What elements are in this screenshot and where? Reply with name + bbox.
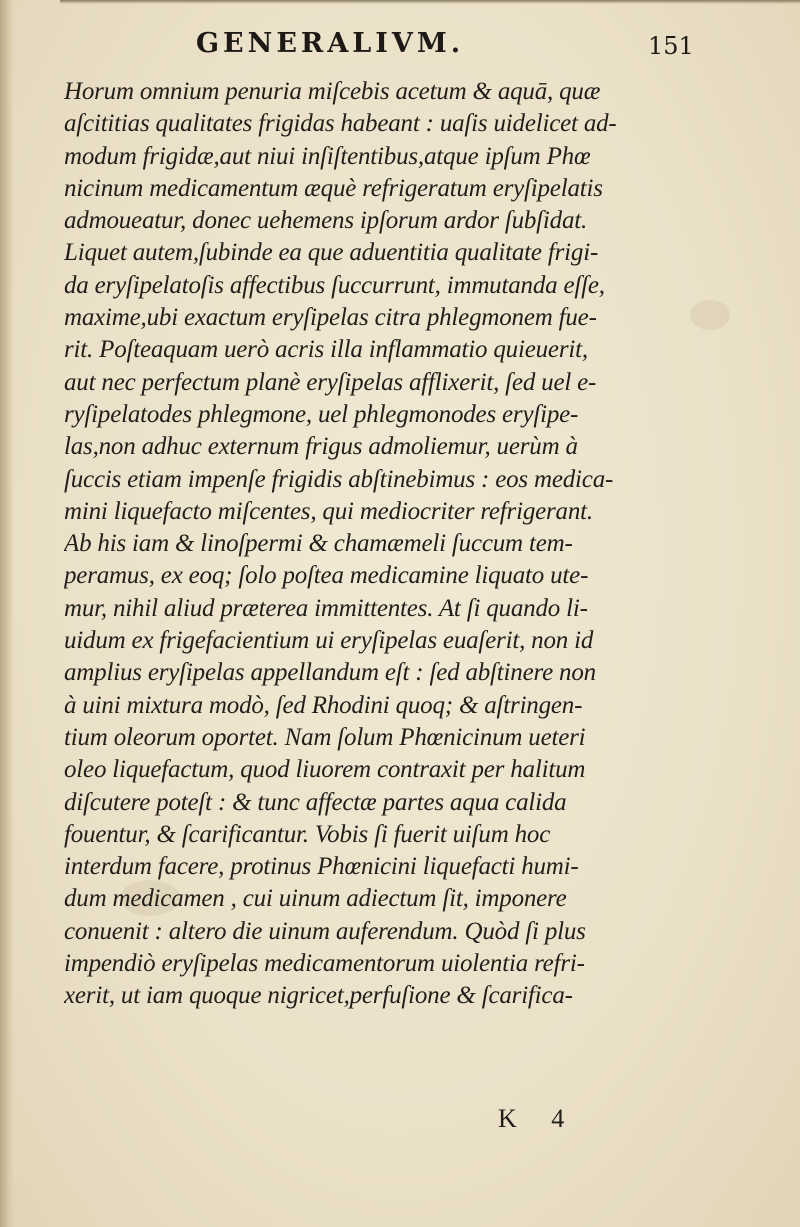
text-line: ryſipelatodes phlegmone, uel phlegmonodes eryſipe- [64, 400, 579, 428]
text-line: amplius eryſipelas appellandum eſt : ſed abſtinere non [64, 659, 596, 687]
text-line: Horum omnium penuria miſcebis acetum & aquā, quæ [64, 78, 601, 105]
text-line: impendiò eryſipelas medicamentorum uiolentia refri- [64, 950, 585, 978]
text-line: mur, nihil aliud præterea immittentes. At ſi quando li- [64, 594, 588, 622]
text-line: oleo liquefactum, quod liuorem contraxit per halitum [64, 756, 586, 784]
text-line: conuenit : altero die uinum auferendum. Quòd ſi plus [64, 917, 586, 945]
text-line: maxime,ubi exactum eryſipelas citra phlegmonem fue- [64, 304, 597, 332]
text-line: tium oleorum oportet. Nam ſolum Phœnicinum ueteri [64, 723, 586, 751]
text-line: rit. Poſteaquam uerò acris illa inflammatio quieuerit, [64, 336, 588, 364]
text-line: aſcititias qualitates frigidas habeant : uaſis uidelicet ad- [64, 110, 617, 138]
text-line: interdum facere, protinus Phœnicini liquefacti humi- [64, 853, 579, 881]
text-line: ſuccis etiam impenſe frigidis abſtinebimus : eos medica- [64, 465, 614, 493]
text-line: da eryſipelatoſis affectibus ſuccurrunt, immutanda eſſe, [64, 271, 605, 299]
text-line: modum frigidæ,aut niui inſiſtentibus,atque ipſum Phœ [64, 142, 591, 170]
text-line: admoueatur, donec uehemens ipſorum ardor ſubſidat. [64, 207, 588, 235]
signature-mark: K 4 [498, 1104, 579, 1133]
text-line: Ab his iam & linoſpermi & chamæmeli ſuccum tem- [64, 530, 573, 558]
page-gutter-shadow [0, 0, 14, 1227]
text-line: diſcutere poteſt : & tunc affectæ partes aqua calida [64, 788, 567, 816]
text-line: xerit, ut iam quoque nigricet,perfuſione & ſcarifica- [64, 982, 573, 1010]
text-line: las,non adhuc externum frigus admoliemur, uerùm à [64, 433, 578, 461]
top-edge-shadow [60, 0, 800, 4]
text-line: mini liquefacto miſcentes, qui mediocriter refrigerant. [64, 497, 593, 525]
text-line: dum medicamen , cui uinum adiectum ſit, imponere [64, 885, 567, 913]
running-head: GENERALIVM. [196, 28, 465, 59]
text-line: fouentur, & ſcarificantur. Vobis ſi fuerit uiſum hoc [64, 820, 551, 848]
text-line: à uini mixtura modò, ſed Rhodini quoq; & aſtringen- [64, 691, 583, 719]
text-line: Liquet autem,ſubinde ea que aduentitia qualitate frigi- [64, 239, 599, 267]
page-header [0, 28, 800, 68]
text-line: uidum ex frigefacientium ui eryſipelas euaſerit, non id [64, 627, 594, 655]
page-number: 151 [648, 32, 694, 60]
text-line: aut nec perfectum planè eryſipelas afflixerit, ſed uel e- [64, 368, 597, 396]
body-text [64, 76, 764, 1013]
text-line: nicinum medicamentum æquè refrigeratum eryſipelatis [64, 174, 603, 202]
text-line: peramus, ex eoq; ſolo poſtea medicamine liquato ute- [64, 562, 589, 590]
